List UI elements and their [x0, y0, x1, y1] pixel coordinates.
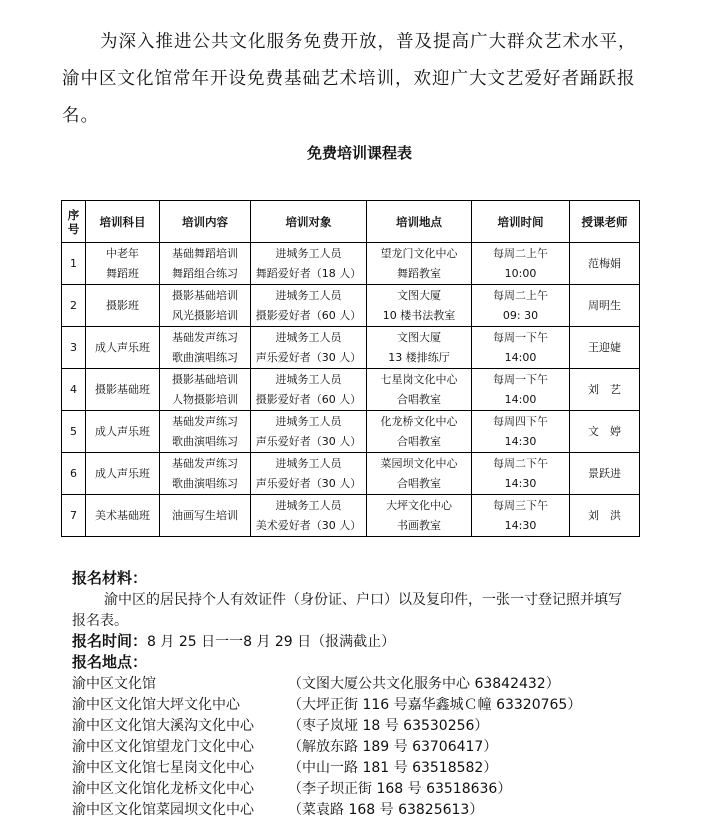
location-name: 渝中区文化馆菜园坝文化中心 [72, 802, 254, 818]
time-text: 8 月 25 日一一8 月 29 日（报满截止） [147, 634, 396, 650]
location-item [72, 737, 672, 758]
cell-place-line: 合唱教室 [397, 434, 441, 448]
cell-content [160, 243, 251, 285]
materials-section [72, 568, 672, 632]
cell-target [251, 495, 367, 537]
cell-teacher: 王迎婕 [570, 327, 640, 369]
cell-time-line: 每周二上午 [493, 288, 548, 302]
cell-target-line: 声乐爱好者（30 人） [255, 350, 362, 364]
cell-place-line: 13 楼排练厅 [388, 350, 450, 364]
cell-content [160, 369, 251, 411]
cell-no: 3 [62, 327, 86, 369]
cell-target-line: 声乐爱好者（30 人） [255, 434, 362, 448]
cell-teacher: 刘 洪 [570, 495, 640, 537]
cell-subject [86, 285, 160, 327]
header-target: 培训对象 [251, 201, 367, 243]
cell-subject [86, 453, 160, 495]
cell-target-line: 进城务工人员 [275, 414, 342, 428]
cell-place-line: 七星岗文化中心 [380, 372, 458, 386]
cell-content [160, 453, 251, 495]
cell-content [160, 285, 251, 327]
cell-content-line: 舞蹈组合练习 [172, 266, 238, 280]
cell-target [251, 369, 367, 411]
location-item [72, 800, 672, 821]
header-teacher: 授课老师 [570, 201, 640, 243]
cell-place [367, 369, 472, 411]
cell-target-line: 进城务工人员 [275, 372, 342, 386]
cell-time [472, 453, 570, 495]
cell-place [367, 453, 472, 495]
location-address: （枣子岚垭 18 号 63530256） [288, 718, 489, 734]
cell-place-line: 舞蹈教室 [397, 266, 441, 280]
location-list [72, 674, 672, 821]
cell-no: 4 [62, 369, 86, 411]
location-name: 渝中区文化馆望龙门文化中心 [72, 739, 254, 755]
cell-time [472, 369, 570, 411]
cell-no: 1 [62, 243, 86, 285]
cell-target-line: 进城务工人员 [275, 498, 342, 512]
cell-time-line: 每周一下午 [493, 372, 548, 386]
cell-time-line: 每周三下午 [493, 498, 548, 512]
cell-content-line: 歌曲演唱练习 [172, 434, 238, 448]
materials-label: 报名材料： [72, 569, 148, 587]
cell-teacher: 周明生 [570, 285, 640, 327]
cell-subject-line: 成人声乐班 [95, 466, 150, 480]
cell-place-line: 合唱教室 [397, 392, 441, 406]
table-row [62, 327, 640, 369]
cell-content-line: 基础发声练习 [172, 456, 238, 470]
cell-time-line: 14:30 [504, 434, 537, 448]
header-subject: 培训科目 [86, 201, 160, 243]
cell-place [367, 243, 472, 285]
cell-teacher: 景跃进 [570, 453, 640, 495]
cell-time-line: 每周二下午 [493, 456, 548, 470]
cell-target-line: 舞蹈爱好者（18 人） [255, 266, 362, 280]
table-header-row [62, 201, 640, 243]
cell-target [251, 327, 367, 369]
cell-target [251, 411, 367, 453]
cell-content-line: 基础发声练习 [172, 330, 238, 344]
cell-time [472, 495, 570, 537]
cell-target [251, 285, 367, 327]
cell-place [367, 327, 472, 369]
intro-paragraph: 为深入推进公共文化服务免费开放，普及提高广大群众艺术水平，渝中区文化馆常年开设免费基础艺术培训，欢迎广大文艺爱好者踊跃报名。 [62, 32, 637, 126]
cell-no: 2 [62, 285, 86, 327]
table-title: 免费培训课程表 [306, 144, 412, 162]
cell-place [367, 285, 472, 327]
location-item [72, 779, 672, 800]
cell-target-line: 美术爱好者（30 人） [255, 518, 362, 532]
cell-time-line: 每周四下午 [493, 414, 548, 428]
header-place: 培训地点 [367, 201, 472, 243]
cell-subject-line: 成人声乐班 [95, 424, 150, 438]
location-address: （菜袁路 168 号 63825613） [288, 802, 484, 818]
location-address: （大坪正街 116 号嘉华鑫城Ｃ幢 63320765） [288, 697, 582, 713]
cell-time-line: 每周一下午 [493, 330, 548, 344]
cell-place-line: 望龙门文化中心 [380, 246, 458, 260]
cell-time-line: 09: 30 [502, 308, 539, 322]
cell-target-line: 进城务工人员 [275, 330, 342, 344]
cell-content [160, 411, 251, 453]
cell-target-line: 进城务工人员 [275, 288, 342, 302]
cell-subject [86, 369, 160, 411]
cell-place-line: 书画教室 [397, 518, 441, 532]
location-address: （中山一路 181 号 63518582） [288, 760, 498, 776]
time-label: 报名时间： [72, 632, 148, 650]
cell-time-line: 14:30 [504, 476, 537, 490]
cell-time-line: 14:00 [504, 392, 537, 406]
location-name: 渝中区文化馆七星岗文化中心 [72, 760, 254, 776]
cell-content-line: 基础发声练习 [172, 414, 238, 428]
cell-time [472, 243, 570, 285]
cell-subject-line: 摄影班 [106, 298, 139, 312]
table-row [62, 243, 640, 285]
cell-place-line: 10 楼书法教室 [382, 308, 456, 322]
cell-time [472, 327, 570, 369]
cell-teacher: 刘 艺 [570, 369, 640, 411]
table-row [62, 453, 640, 495]
cell-subject-line: 舞蹈班 [106, 266, 139, 280]
cell-time-line: 每周二上午 [493, 246, 548, 260]
cell-teacher: 文 婷 [570, 411, 640, 453]
materials-text: 渝中区的居民持个人有效证件（身份证、户口）以及复印件，一张一寸登记照并填写报名表。 [72, 592, 622, 629]
location-name: 渝中区文化馆大坪文化中心 [72, 697, 240, 713]
cell-no: 7 [62, 495, 86, 537]
location-address: （文图大厦公共文化服务中心 63842432） [288, 676, 560, 692]
places-section [72, 652, 672, 821]
header-no: 序号 [62, 201, 86, 243]
cell-subject-line: 中老年 [106, 246, 139, 260]
cell-no: 6 [62, 453, 86, 495]
cell-place-line: 文图大厦 [397, 330, 441, 344]
cell-content-line: 歌曲演唱练习 [172, 476, 238, 490]
cell-content [160, 327, 251, 369]
cell-subject [86, 411, 160, 453]
cell-content-line: 基础舞蹈培训 [172, 246, 238, 260]
location-address: （李子坝正街 168 号 63518636） [288, 781, 512, 797]
cell-subject [86, 243, 160, 285]
cell-place [367, 495, 472, 537]
table-row [62, 369, 640, 411]
cell-content-line: 摄影基础培训 [172, 288, 238, 302]
location-name: 渝中区文化馆 [72, 676, 156, 692]
cell-time-line: 14:30 [504, 518, 537, 532]
cell-subject-line: 成人声乐班 [95, 340, 150, 354]
cell-target-line: 摄影爱好者（60 人） [255, 392, 362, 406]
cell-subject-line: 摄影基础班 [95, 382, 150, 396]
cell-place-line: 合唱教室 [397, 476, 441, 490]
location-name: 渝中区文化馆化龙桥文化中心 [72, 781, 254, 797]
cell-place-line: 菜园坝文化中心 [380, 456, 458, 470]
places-label: 报名地点： [72, 653, 148, 671]
cell-teacher: 范梅娟 [570, 243, 640, 285]
location-item [72, 716, 672, 737]
cell-content-line: 摄影基础培训 [172, 372, 238, 386]
location-item [72, 758, 672, 779]
location-item [72, 674, 672, 695]
cell-target [251, 453, 367, 495]
cell-target [251, 243, 367, 285]
cell-content-line: 风光摄影培训 [172, 308, 238, 322]
cell-place-line: 化龙桥文化中心 [380, 414, 458, 428]
header-content: 培训内容 [160, 201, 251, 243]
cell-place [367, 411, 472, 453]
location-address: （解放东路 189 号 63706417） [288, 739, 498, 755]
time-section [72, 631, 672, 653]
cell-target-line: 声乐爱好者（30 人） [255, 476, 362, 490]
cell-place-line: 文图大厦 [397, 288, 441, 302]
cell-time [472, 285, 570, 327]
cell-target-line: 进城务工人员 [275, 246, 342, 260]
cell-subject-line: 美术基础班 [95, 508, 150, 522]
cell-no: 5 [62, 411, 86, 453]
cell-place-line: 大坪文化中心 [386, 498, 452, 512]
table-row [62, 495, 640, 537]
cell-time [472, 411, 570, 453]
header-time: 培训时间 [472, 201, 570, 243]
table-row [62, 285, 640, 327]
cell-content-line: 人物摄影培训 [172, 392, 238, 406]
cell-content [160, 495, 251, 537]
cell-content-line: 歌曲演唱练习 [172, 350, 238, 364]
cell-subject [86, 495, 160, 537]
cell-subject [86, 327, 160, 369]
location-name: 渝中区文化馆大溪沟文化中心 [72, 718, 254, 734]
table-row [62, 411, 640, 453]
course-table [61, 200, 640, 537]
cell-target-line: 摄影爱好者（60 人） [255, 308, 362, 322]
cell-target-line: 进城务工人员 [275, 456, 342, 470]
cell-time-line: 10:00 [504, 266, 537, 280]
cell-time-line: 14:00 [504, 350, 537, 364]
location-item [72, 695, 672, 716]
cell-content-line: 油画写生培训 [172, 508, 238, 522]
